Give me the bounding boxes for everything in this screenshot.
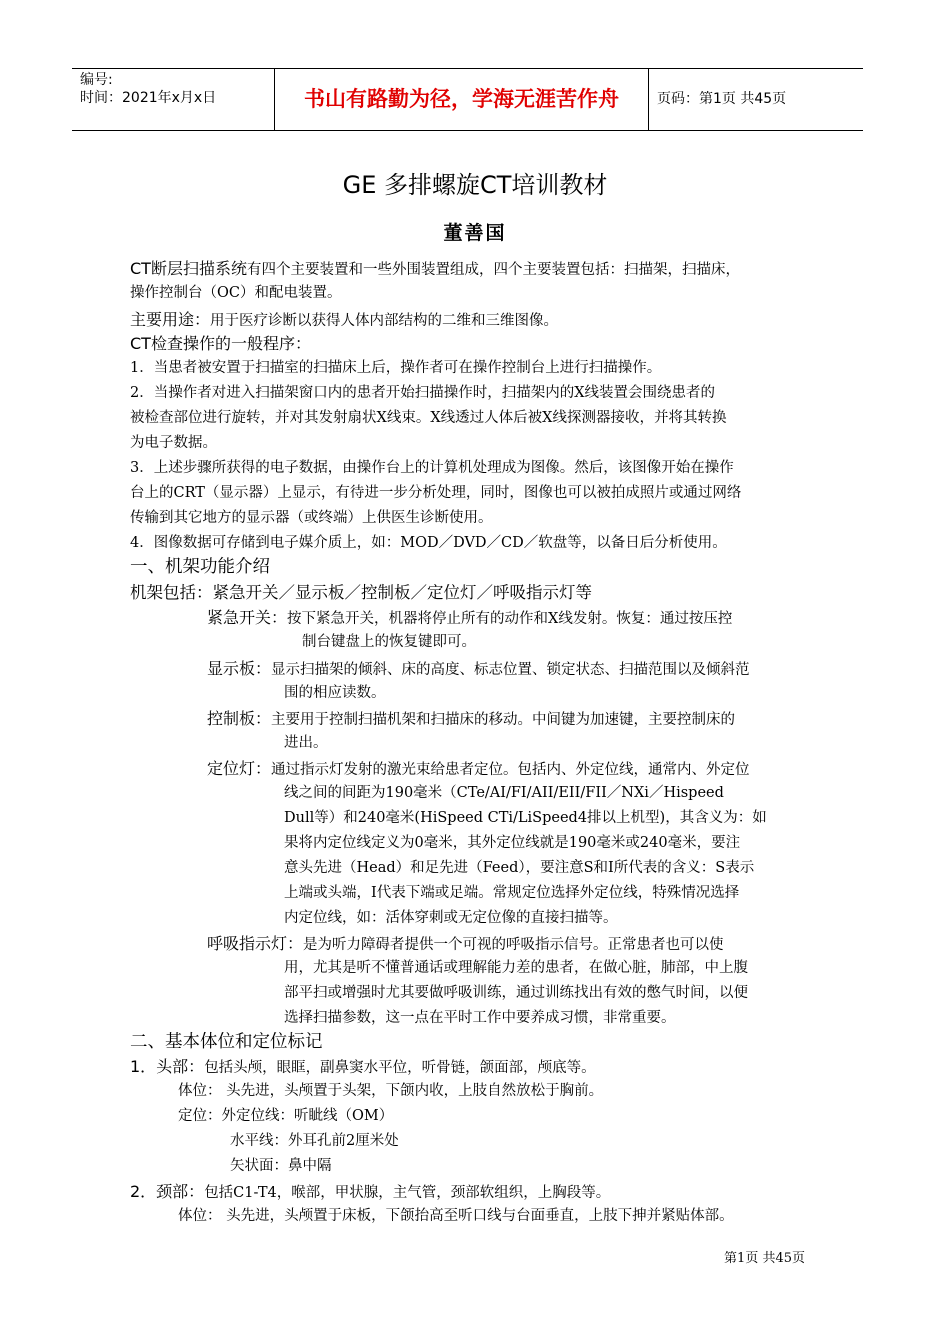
item-text: 选择扫描参数，这一点在平时工作中要养成习惯，非常重要。 (284, 1010, 676, 1026)
breathing-light-term: 呼吸指示灯： (207, 934, 304, 953)
neck-term: 2．颈部： (130, 1182, 205, 1201)
item-text: 用，尤其是听不懂普通话或理解能力差的患者，在做心脏，肺部，中上腹 (284, 960, 748, 976)
item-text: 意头先进（Head）和足先进（Feed），要注意S和I所代表的含义：S表示 (284, 860, 755, 876)
item-text: 上端或头端，I代表下端或足端。常规定位选择外定位线，特殊情况选择 (284, 885, 740, 901)
neck-text: 包括C1-T4，喉部，甲状腺，主气管，颈部软组织，上胸段等。 (204, 1185, 611, 1201)
header-divider (648, 69, 649, 130)
breathing-light-line (207, 931, 724, 958)
neck-position: 体位： 头先进，头颅置于床板，下颌抬高至听口线与台面垂直，上肢下抻并紧贴体部。 (178, 1208, 734, 1224)
item-text: 主要用于控制扫描机架和扫描床的移动。中间键为加速键，主要控制床的 (271, 712, 736, 728)
author: 董善国 (443, 222, 507, 244)
intro-text: 有四个主要装置和一些外围装置组成，四个主要装置包括：扫描架，扫描床， (246, 262, 740, 278)
control-panel-term: 控制板： (207, 709, 272, 728)
control-panel-line (207, 706, 735, 733)
positioning-light-term: 定位灯： (207, 759, 272, 778)
item-text: 按下紧急开关，机器将停止所有的动作和X线发射。恢复：通过按压控 (287, 611, 733, 627)
head-text: 包括头颅，眼眶，副鼻窦水平位，听骨链，颌面部，颅底等。 (204, 1060, 596, 1076)
procedure-line: 4．图像数据可存储到电子媒介质上，如：MOD／DVD／CD／软盘等，以备日后分析使用。 (130, 535, 727, 551)
item-text: 果将内定位线定义为0毫米，其外定位线就是190毫米或240毫米，要注 (284, 835, 741, 851)
procedure-line: 台上的CRT（显示器）上显示，有待进一步分析处理，同时，图像也可以被拍成照片或通过网络 (130, 485, 742, 501)
section1-heading: 一、机架功能介绍 (130, 557, 270, 577)
item-text: Dull等）和240毫米(HiSpeed CTi/LiSpeed4排以上机型)，其含义为：如 (284, 810, 767, 826)
page-header (72, 68, 863, 131)
item-text: 围的相应读数。 (284, 685, 386, 701)
head-line (130, 1054, 596, 1081)
number-label: 编号: (80, 72, 113, 88)
head-position: 体位： 头先进，头颅置于头架，下颌内收，上肢自然放松于胸前。 (178, 1083, 604, 1099)
item-text: 内定位线，如：活体穿刺或无定位像的直接扫描等。 (284, 910, 618, 926)
header-page-info: 页码：第1页 共45页 (657, 91, 787, 107)
intro-line (130, 256, 740, 283)
procedure-heading: CT检查操作的一般程序： (130, 334, 311, 353)
emergency-switch-line (207, 605, 732, 632)
document-title: GE 多排螺旋CT培训教材 (342, 171, 608, 199)
usage-line (130, 307, 558, 334)
procedure-line: 3．上述步骤所获得的电子数据，由操作台上的计算机处理成为图像。然后，该图像开始在操作 (130, 460, 734, 476)
item-text: 制台键盘上的恢复键即可。 (302, 634, 476, 650)
header-motto: 书山有路勤为径，学海无涯苦作舟 (304, 87, 619, 111)
section1-includes: 机架包括：紧急开关／显示板／控制板／定位灯／呼吸指示灯等 (130, 583, 592, 602)
head-sagittal: 矢状面：鼻中隔 (230, 1158, 332, 1174)
procedure-line: 为电子数据。 (130, 435, 217, 451)
display-panel-line (207, 656, 750, 683)
item-text: 线之间的间距为190毫米（CTe/AI/FI/AII/EII/FII／NXi／Hispeed (284, 785, 724, 801)
neck-line (130, 1179, 610, 1206)
item-text: 通过指示灯发射的激光束给患者定位。包括内、外定位线，通常内、外定位 (271, 762, 750, 778)
intro-line: 操作控制台（OC）和配电装置。 (130, 285, 342, 301)
intro-term: CT断层扫描系统 (130, 259, 247, 278)
procedure-line: 被检查部位进行旋转，并对其发射扇状X线束。X线透过人体后被X线探测器接收，并将其转换 (130, 410, 727, 426)
emergency-switch-term: 紧急开关： (207, 608, 288, 627)
procedure-line: 1．当患者被安置于扫描室的扫描床上后，操作者可在操作控制台上进行扫描操作。 (130, 360, 662, 376)
procedure-line: 传输到其它地方的显示器（或终端）上供医生诊断使用。 (130, 510, 493, 526)
page-footer: 第1页 共45页 (724, 1251, 805, 1266)
time-label: 时间：2021年x月x日 (80, 90, 217, 106)
display-panel-term: 显示板： (207, 659, 272, 678)
usage-text: 用于医疗诊断以获得人体内部结构的二维和三维图像。 (210, 313, 559, 329)
section2-heading: 二、基本体位和定位标记 (130, 1032, 323, 1052)
item-text: 显示扫描架的倾斜、床的高度、标志位置、锁定状态、扫描范围以及倾斜范 (271, 662, 750, 678)
item-text: 进出。 (284, 735, 328, 751)
procedure-line: 2．当操作者对进入扫描架窗口内的患者开始扫描操作时，扫描架内的X线装置会围绕患者的 (130, 385, 716, 401)
header-meta (80, 71, 276, 107)
usage-term: 主要用途： (130, 310, 211, 329)
item-text: 部平扫或增强时尤其要做呼吸训练，通过训练找出有效的憋气时间，以便 (284, 985, 748, 1001)
positioning-light-line (207, 756, 750, 783)
item-text: 是为听力障碍者提供一个可视的呼吸指示信号。正常患者也可以使 (303, 937, 724, 953)
head-horizontal: 水平线：外耳孔前2厘米处 (230, 1133, 399, 1149)
head-locate: 定位：外定位线：听眦线（OM） (178, 1108, 394, 1124)
head-term: 1．头部： (130, 1057, 205, 1076)
